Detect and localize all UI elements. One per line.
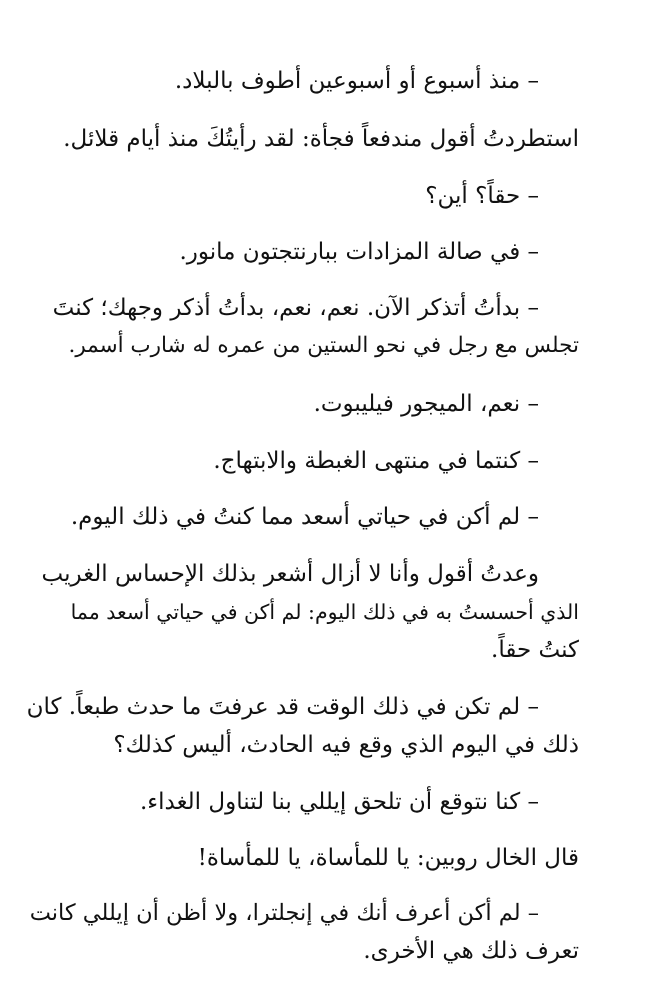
text-line: تعرف ذلك هي الأخرى.	[363, 938, 579, 964]
text-line: وعدتُ أقول وأنا لا أزال أشعر بذلك الإحساس الغريب	[41, 561, 539, 587]
text-line: – منذ أسبوع أو أسبوعين أطوف بالبلاد.	[174, 68, 539, 94]
paragraph-10	[26, 688, 579, 764]
paragraph-6	[314, 385, 539, 423]
text-line: ذلك في اليوم الذي وقع فيه الحادث، أليس كذلك؟	[113, 732, 579, 758]
paragraph-1	[175, 62, 539, 100]
paragraph-13	[29, 894, 579, 970]
text-line: الذي أحسستُ به في ذلك اليوم: لم أكن في حياتي أسعد مما	[70, 600, 579, 624]
text-line: – كنا نتوقع أن تلحق إيللي بنا لتناول الغداء.	[139, 789, 539, 815]
text-line: – لم أكن في حياتي أسعد مما كنتُ في ذلك اليوم.	[70, 504, 539, 530]
text-line: – في صالة المزادات ببارنتجتون مانور.	[179, 239, 539, 265]
paragraph-3	[425, 177, 539, 215]
text-line: – كنتما في منتهى الغبطة والابتهاج.	[213, 448, 539, 474]
paragraph-5	[52, 289, 579, 365]
text-line: استطردتُ أقول مندفعاً فجأة: لقد رأيتُكَ منذ أيام قلائل.	[63, 126, 579, 152]
paragraph-9	[41, 555, 579, 669]
text-line: كنتُ حقاً.	[491, 637, 579, 663]
text-line: – حقاً؟ أين؟	[425, 183, 539, 209]
text-line: – لم أكن أعرف أنك في إنجلترا، ولا أظن أن إيللي كانت	[29, 900, 539, 926]
text-line: قال الخال روبين: يا للمأساة، يا للمأساة!	[197, 845, 579, 871]
paragraph-4	[179, 233, 539, 271]
text-line: تجلس مع رجل في نحو الستين من عمره له شارب أسمر.	[68, 333, 579, 358]
paragraph-7	[213, 442, 539, 480]
paragraph-2	[63, 120, 579, 158]
text-line: – لم تكن في ذلك الوقت قد عرفتَ ما حدث طبعاً. كان	[26, 694, 539, 720]
text-line: – بدأتُ أتذكر الآن. نعم، نعم، بدأتُ أذكر وجهك؛ كنتَ	[52, 295, 539, 321]
paragraph-8	[71, 498, 539, 536]
text-line: – نعم، الميجور فيليبوت.	[313, 391, 539, 417]
paragraph-12	[198, 839, 579, 877]
paragraph-11	[140, 783, 539, 821]
